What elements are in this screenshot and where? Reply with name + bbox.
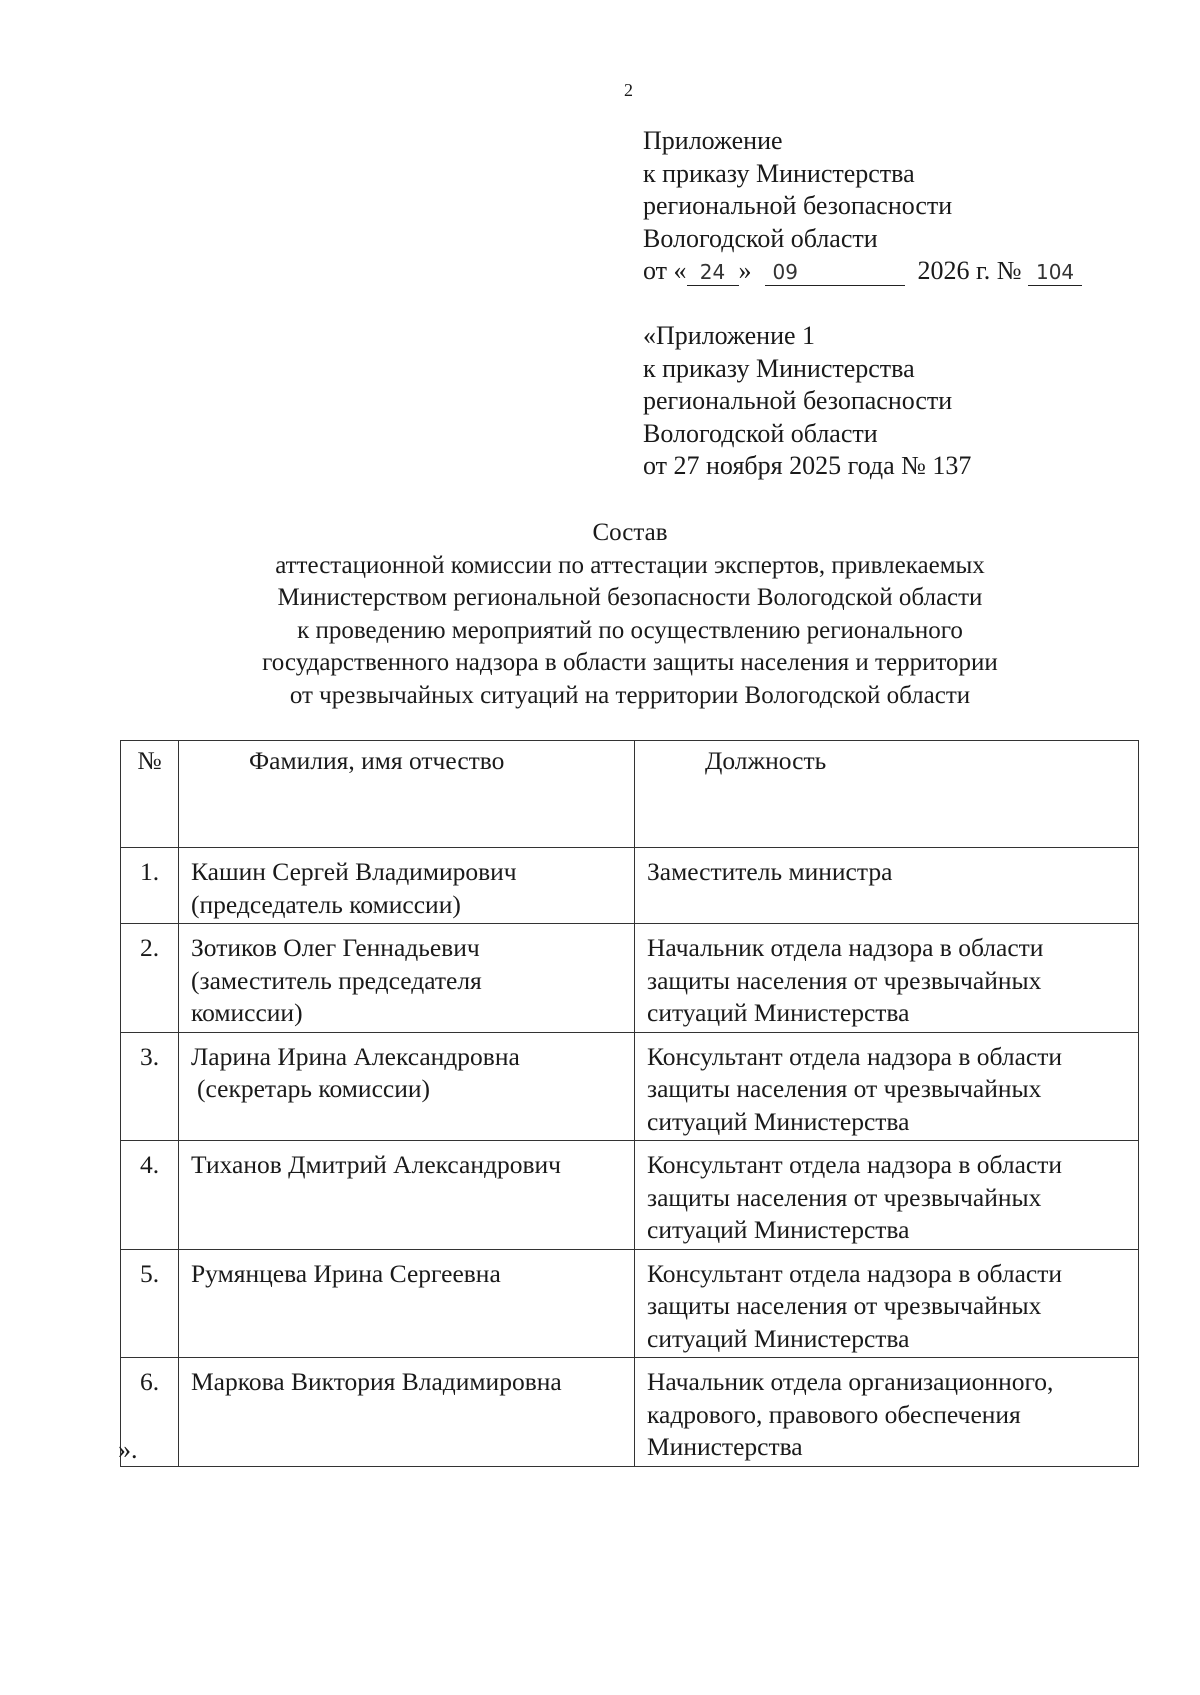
table-row (121, 924, 1139, 1033)
row-number: 1. (121, 848, 179, 924)
member-position-line: ситуаций Министерства (647, 998, 910, 1027)
member-name-cell (179, 1358, 635, 1467)
header-full-name: Фамилия, имя отчество (179, 741, 635, 848)
composition-subtitle-line: государственного надзора в области защиты населения и территории (262, 649, 998, 676)
member-position-line: защиты населения от чрезвычайных (647, 1182, 1042, 1212)
row-number: 5. (121, 1249, 179, 1358)
member-position-line: кадрового, правового обеспечения (647, 1399, 1021, 1429)
member-position-line: Консультант отдела надзора в области (647, 1041, 1063, 1071)
member-position-cell (635, 1141, 1139, 1250)
date-middle: » (738, 256, 752, 285)
appendix-current-line: к приказу Министерства (643, 158, 915, 188)
table-header-row (121, 741, 1139, 848)
composition-subtitle-line: от чрезвычайных ситуаций на территории Вологодской области (289, 681, 971, 709)
appendix-previous-line: «Приложение 1 (643, 321, 816, 350)
composition-heading (150, 517, 1110, 712)
member-position-cell (635, 924, 1139, 1033)
table-row (121, 1358, 1139, 1467)
table-row (121, 848, 1139, 924)
composition-subtitle-line: аттестационной комиссии по аттестации экспертов, привлекаемых (275, 551, 985, 579)
member-name: Ларина Ирина Александровна (191, 1041, 520, 1071)
date-prefix: от « (643, 256, 687, 285)
member-position-line: Консультант отдела надзора в области (647, 1150, 1063, 1179)
member-name: Маркова Виктория Владимировна (191, 1367, 562, 1396)
member-position-line: Консультант отдела надзора в области (647, 1258, 1063, 1288)
member-position-line: Начальник отдела организационного, (647, 1367, 1054, 1396)
handwritten-day: 24 (687, 259, 739, 286)
member-role: комиссии) (191, 998, 303, 1027)
appendix-previous-line: региональной безопасности (643, 386, 953, 415)
appendix-previous-line: от 27 ноября 2025 года № 137 (643, 451, 972, 480)
row-number: 2. (121, 924, 179, 1033)
composition-subtitle-line: Министерством региональной безопасности Вологодской области (277, 584, 983, 611)
appendix-current-line: региональной безопасности (643, 191, 953, 220)
table-row (121, 1141, 1139, 1250)
closing-quote: ». (118, 1435, 138, 1464)
member-name-cell (179, 1032, 635, 1141)
table-row (121, 1249, 1139, 1358)
appendix-current-line: Приложение (643, 126, 783, 155)
handwritten-month: 09 (765, 259, 905, 286)
member-position-line: защиты населения от чрезвычайных (647, 1291, 1042, 1320)
member-position-line: защиты населения от чрезвычайных (647, 965, 1042, 995)
year-and-number-label: 2026 г. № (917, 256, 1022, 285)
member-position-cell (635, 1249, 1139, 1358)
member-name: Кашин Сергей Владимирович (191, 857, 517, 886)
appendix-current-date-line (643, 255, 1082, 288)
member-position-cell (635, 1032, 1139, 1141)
member-position-cell (635, 1358, 1139, 1467)
member-name-cell (179, 1141, 635, 1250)
header-position: Должность (635, 741, 1139, 848)
member-name-cell (179, 924, 635, 1033)
member-position-line: Начальник отдела надзора в области (647, 933, 1044, 962)
member-name: Румянцева Ирина Сергеевна (191, 1258, 501, 1288)
member-position-line: Заместитель министра (647, 857, 893, 886)
member-position-line: ситуаций Министерства (647, 1215, 910, 1244)
appendix-previous-line: Вологодской области (643, 418, 878, 448)
composition-subtitle-line: к проведению мероприятий по осуществлению регионального (297, 616, 963, 644)
member-position-cell (635, 848, 1139, 924)
row-number: 6. (121, 1358, 179, 1467)
member-name: Зотиков Олег Геннадьевич (191, 933, 480, 962)
member-name-cell (179, 848, 635, 924)
member-position-line: Министерства (647, 1432, 803, 1461)
member-name: Тиханов Дмитрий Александрович (191, 1150, 561, 1179)
appendix-current-line: Вологодской области (643, 223, 878, 253)
member-position-line: защиты населения от чрезвычайных (647, 1074, 1042, 1103)
appendix-previous-line: к приказу Министерства (643, 353, 915, 383)
member-position-line: ситуаций Министерства (647, 1106, 910, 1136)
composition-title: Состав (592, 519, 668, 546)
member-position-line: ситуаций Министерства (647, 1323, 910, 1353)
row-number: 3. (121, 1032, 179, 1141)
header-number: № (121, 741, 179, 848)
appendix-previous-block (643, 320, 971, 483)
member-role: (заместитель председателя (191, 965, 482, 995)
page-number: 2 (624, 80, 633, 100)
handwritten-order-number: 104 (1028, 259, 1082, 286)
member-name-cell (179, 1249, 635, 1358)
member-role: (председатель комиссии) (191, 889, 461, 919)
appendix-current-block (643, 125, 1082, 288)
row-number: 4. (121, 1141, 179, 1250)
table-row (121, 1032, 1139, 1141)
commission-members-table (120, 740, 1139, 1467)
member-role: (секретарь комиссии) (197, 1074, 430, 1103)
